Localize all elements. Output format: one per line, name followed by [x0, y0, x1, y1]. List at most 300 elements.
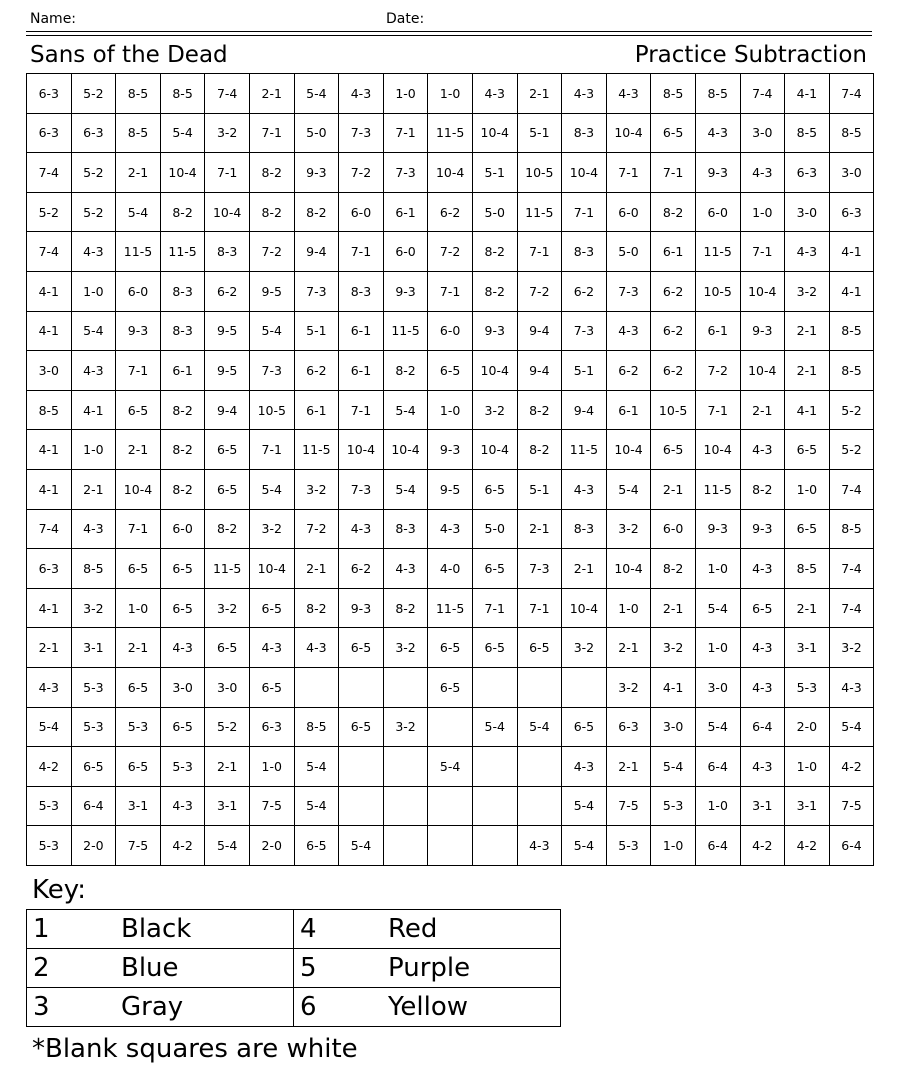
- grid-row: [27, 74, 874, 114]
- grid-cell: 10-5: [517, 153, 562, 193]
- grid-cell: 9-5: [205, 311, 250, 351]
- grid-cell: 7-2: [695, 351, 740, 391]
- grid-row: [27, 509, 874, 549]
- grid-cell: 6-0: [651, 509, 696, 549]
- grid-cell: [428, 707, 473, 747]
- grid-cell: 9-3: [294, 153, 339, 193]
- grid-cell: 5-4: [160, 113, 205, 153]
- grid-cell: 6-1: [606, 390, 651, 430]
- key-entry: [294, 910, 561, 949]
- grid-cell: 9-4: [517, 311, 562, 351]
- grid-cell: 8-2: [517, 430, 562, 470]
- grid-cell: 7-1: [695, 390, 740, 430]
- grid-cell: 8-2: [472, 271, 517, 311]
- grid-cell: 4-3: [160, 628, 205, 668]
- grid-cell: 2-1: [249, 74, 294, 114]
- grid-cell: 6-5: [428, 667, 473, 707]
- key-entry: [294, 988, 561, 1027]
- grid-cell: 4-3: [472, 74, 517, 114]
- grid-cell: 8-3: [562, 113, 607, 153]
- grid-cell: 5-3: [606, 826, 651, 866]
- grid-cell: [383, 786, 428, 826]
- grid-cell: 4-3: [71, 232, 116, 272]
- key-entry: [27, 910, 294, 949]
- grid-cell: 10-4: [249, 549, 294, 589]
- grid-cell: 6-5: [160, 549, 205, 589]
- grid-cell: 4-3: [562, 74, 607, 114]
- grid-cell: 6-5: [205, 469, 250, 509]
- grid-cell: 2-1: [27, 628, 72, 668]
- grid-row: [27, 628, 874, 668]
- grid-cell: 2-1: [785, 351, 830, 391]
- grid-cell: 2-1: [785, 311, 830, 351]
- grid-cell: [562, 667, 607, 707]
- grid-cell: 6-1: [160, 351, 205, 391]
- grid-cell: 5-4: [71, 311, 116, 351]
- grid-cell: 6-5: [160, 588, 205, 628]
- grid-cell: 4-3: [695, 113, 740, 153]
- grid-cell: 5-4: [205, 826, 250, 866]
- grid-cell: 9-4: [205, 390, 250, 430]
- key-number: 3: [33, 992, 50, 1022]
- grid-cell: 6-1: [383, 192, 428, 232]
- grid-cell: 1-0: [116, 588, 161, 628]
- grid-row: [27, 113, 874, 153]
- grid-cell: 1-0: [606, 588, 651, 628]
- grid-cell: 4-1: [27, 469, 72, 509]
- key-entry: [294, 949, 561, 988]
- grid-cell: 7-5: [249, 786, 294, 826]
- grid-cell: 4-3: [339, 74, 384, 114]
- grid-cell: 6-5: [651, 430, 696, 470]
- grid-cell: 8-2: [160, 192, 205, 232]
- grid-cell: [383, 747, 428, 787]
- grid-cell: 3-2: [205, 113, 250, 153]
- grid-cell: 7-3: [294, 271, 339, 311]
- grid-cell: 6-2: [606, 351, 651, 391]
- grid-cell: 5-1: [472, 153, 517, 193]
- grid-cell: 4-3: [71, 509, 116, 549]
- worksheet-subtitle: Practice Subtraction: [634, 42, 867, 68]
- grid-cell: 8-5: [116, 74, 161, 114]
- grid-cell: 7-1: [517, 588, 562, 628]
- grid-cell: [339, 747, 384, 787]
- grid-cell: 5-4: [695, 707, 740, 747]
- grid-cell: 7-2: [428, 232, 473, 272]
- grid-cell: 9-5: [205, 351, 250, 391]
- grid-cell: 6-2: [651, 351, 696, 391]
- grid-cell: 8-5: [695, 74, 740, 114]
- grid-cell: 6-5: [472, 628, 517, 668]
- grid-cell: 1-0: [249, 747, 294, 787]
- grid-cell: 10-4: [339, 430, 384, 470]
- grid-cell: 6-2: [205, 271, 250, 311]
- grid-cell: 7-4: [829, 469, 874, 509]
- grid-row: [27, 430, 874, 470]
- grid-cell: 6-3: [71, 113, 116, 153]
- grid-cell: 7-4: [829, 549, 874, 589]
- grid-cell: 9-3: [695, 509, 740, 549]
- grid-cell: 9-3: [339, 588, 384, 628]
- key-color: Red: [388, 914, 438, 944]
- grid-cell: 5-1: [294, 311, 339, 351]
- grid-cell: 5-2: [205, 707, 250, 747]
- grid-cell: 9-4: [562, 390, 607, 430]
- grid-cell: 6-5: [116, 390, 161, 430]
- grid-cell: 6-0: [428, 311, 473, 351]
- grid-cell: 6-5: [785, 430, 830, 470]
- grid-cell: 2-1: [517, 74, 562, 114]
- grid-cell: 1-0: [71, 271, 116, 311]
- grid-cell: 4-3: [785, 232, 830, 272]
- grid-cell: 8-5: [160, 74, 205, 114]
- grid-cell: 6-5: [116, 667, 161, 707]
- grid-cell: 3-2: [829, 628, 874, 668]
- grid-cell: 8-3: [562, 232, 607, 272]
- key-number: 6: [300, 992, 317, 1022]
- grid-cell: 5-3: [71, 707, 116, 747]
- grid-cell: 3-2: [383, 628, 428, 668]
- grid-cell: 7-1: [249, 113, 294, 153]
- grid-cell: 11-5: [294, 430, 339, 470]
- grid-cell: 7-3: [339, 469, 384, 509]
- grid-cell: 11-5: [383, 311, 428, 351]
- key-number: 1: [33, 914, 50, 944]
- grid-row: [27, 826, 874, 866]
- grid-cell: 7-4: [205, 74, 250, 114]
- grid-cell: 5-3: [651, 786, 696, 826]
- grid-cell: 1-0: [428, 74, 473, 114]
- grid-cell: 2-1: [562, 549, 607, 589]
- grid-cell: 8-2: [249, 153, 294, 193]
- grid-cell: 6-5: [428, 351, 473, 391]
- grid-cell: 7-4: [27, 232, 72, 272]
- grid-cell: 5-1: [562, 351, 607, 391]
- grid-cell: 7-5: [116, 826, 161, 866]
- grid-cell: 8-2: [294, 588, 339, 628]
- grid-cell: 6-5: [71, 747, 116, 787]
- grid-cell: 4-3: [740, 153, 785, 193]
- grid-row: [27, 351, 874, 391]
- grid-cell: 3-2: [785, 271, 830, 311]
- grid-cell: 9-4: [517, 351, 562, 391]
- grid-cell: 5-0: [606, 232, 651, 272]
- grid-cell: 5-3: [27, 826, 72, 866]
- grid-cell: 8-2: [651, 192, 696, 232]
- grid-cell: 3-0: [785, 192, 830, 232]
- grid-cell: 6-5: [116, 747, 161, 787]
- grid-cell: 4-0: [428, 549, 473, 589]
- grid-cell: 8-5: [829, 351, 874, 391]
- grid-cell: 8-2: [160, 430, 205, 470]
- grid-cell: 4-3: [339, 509, 384, 549]
- grid-cell: 7-4: [829, 588, 874, 628]
- grid-cell: 1-0: [785, 747, 830, 787]
- grid-cell: 4-3: [517, 826, 562, 866]
- grid-row: [27, 192, 874, 232]
- grid-cell: [383, 667, 428, 707]
- grid-cell: 5-4: [829, 707, 874, 747]
- subtraction-grid: [26, 73, 874, 866]
- grid-cell: 5-3: [116, 707, 161, 747]
- grid-cell: 6-2: [428, 192, 473, 232]
- grid-cell: 4-1: [27, 430, 72, 470]
- grid-cell: 8-3: [205, 232, 250, 272]
- grid-cell: [428, 826, 473, 866]
- grid-cell: 10-4: [472, 430, 517, 470]
- grid-cell: 10-4: [695, 430, 740, 470]
- grid-cell: 8-5: [829, 509, 874, 549]
- grid-cell: 5-4: [695, 588, 740, 628]
- grid-cell: 11-5: [562, 430, 607, 470]
- grid-cell: 10-4: [606, 113, 651, 153]
- grid-cell: 6-0: [116, 271, 161, 311]
- grid-cell: 6-1: [651, 232, 696, 272]
- grid-cell: 5-0: [472, 509, 517, 549]
- grid-cell: 3-0: [651, 707, 696, 747]
- key-entry: [27, 949, 294, 988]
- grid-cell: 6-1: [339, 351, 384, 391]
- grid-cell: 5-4: [517, 707, 562, 747]
- grid-cell: 5-1: [517, 113, 562, 153]
- grid-cell: 10-4: [428, 153, 473, 193]
- grid-row: [27, 667, 874, 707]
- key-title: Key:: [32, 875, 87, 905]
- header-rule-bottom: [26, 35, 872, 36]
- grid-cell: 1-0: [71, 430, 116, 470]
- key-color: Blue: [121, 953, 179, 983]
- grid-cell: 7-4: [829, 74, 874, 114]
- grid-cell: 8-3: [339, 271, 384, 311]
- grid-cell: 3-2: [606, 509, 651, 549]
- grid-cell: 6-0: [339, 192, 384, 232]
- grid-cell: 7-1: [339, 232, 384, 272]
- grid-cell: 10-4: [472, 351, 517, 391]
- grid-cell: 3-2: [472, 390, 517, 430]
- grid-cell: 10-4: [562, 153, 607, 193]
- grid-cell: 4-2: [160, 826, 205, 866]
- grid-cell: 3-1: [785, 628, 830, 668]
- grid-cell: 5-2: [829, 390, 874, 430]
- grid-cell: 6-5: [205, 628, 250, 668]
- grid-cell: 4-3: [294, 628, 339, 668]
- grid-cell: 3-1: [116, 786, 161, 826]
- grid-cell: 4-3: [606, 74, 651, 114]
- grid-cell: 6-5: [651, 113, 696, 153]
- grid-cell: 4-3: [383, 549, 428, 589]
- grid-cell: 7-4: [27, 509, 72, 549]
- grid-cell: 2-1: [517, 509, 562, 549]
- grid-cell: 8-5: [651, 74, 696, 114]
- grid-cell: 9-5: [249, 271, 294, 311]
- grid-cell: 6-4: [740, 707, 785, 747]
- grid-cell: 4-3: [27, 667, 72, 707]
- grid-cell: 6-1: [339, 311, 384, 351]
- grid-cell: 6-2: [294, 351, 339, 391]
- grid-row: [27, 232, 874, 272]
- grid-cell: 9-3: [740, 509, 785, 549]
- grid-cell: 3-0: [27, 351, 72, 391]
- grid-cell: 9-3: [428, 430, 473, 470]
- grid-cell: 8-2: [651, 549, 696, 589]
- grid-cell: 7-1: [249, 430, 294, 470]
- grid-cell: 6-3: [829, 192, 874, 232]
- grid-cell: 8-2: [205, 509, 250, 549]
- grid-cell: 8-5: [71, 549, 116, 589]
- grid-cell: 2-1: [785, 588, 830, 628]
- grid-cell: 10-4: [740, 271, 785, 311]
- date-label: Date:: [386, 11, 425, 27]
- grid-cell: 5-4: [294, 747, 339, 787]
- grid-cell: 10-4: [205, 192, 250, 232]
- grid-cell: [472, 826, 517, 866]
- grid-cell: 5-4: [383, 469, 428, 509]
- grid-cell: 4-2: [785, 826, 830, 866]
- grid-cell: 3-2: [294, 469, 339, 509]
- grid-cell: 5-4: [383, 390, 428, 430]
- key-row: [27, 949, 561, 988]
- grid-cell: 6-5: [160, 707, 205, 747]
- grid-cell: 3-1: [71, 628, 116, 668]
- key-entry: [27, 988, 294, 1027]
- grid-cell: 5-4: [249, 311, 294, 351]
- grid-cell: 4-1: [651, 667, 696, 707]
- grid-cell: 7-1: [606, 153, 651, 193]
- grid-cell: 10-4: [472, 113, 517, 153]
- grid-row: [27, 153, 874, 193]
- grid-cell: 4-3: [71, 351, 116, 391]
- grid-cell: 6-0: [606, 192, 651, 232]
- grid-cell: 11-5: [116, 232, 161, 272]
- grid-cell: 11-5: [205, 549, 250, 589]
- grid-cell: 8-5: [785, 549, 830, 589]
- grid-cell: 4-2: [829, 747, 874, 787]
- grid-cell: [472, 667, 517, 707]
- grid-cell: 11-5: [695, 232, 740, 272]
- grid-cell: 3-1: [205, 786, 250, 826]
- grid-cell: 7-1: [562, 192, 607, 232]
- grid-cell: 11-5: [428, 113, 473, 153]
- grid-cell: 4-3: [829, 667, 874, 707]
- grid-cell: 3-0: [740, 113, 785, 153]
- grid-cell: 1-0: [740, 192, 785, 232]
- grid-cell: 5-0: [294, 113, 339, 153]
- grid-cell: 8-2: [294, 192, 339, 232]
- key-number: 5: [300, 953, 317, 983]
- grid-cell: 6-3: [27, 113, 72, 153]
- grid-cell: 8-3: [160, 271, 205, 311]
- grid-cell: 5-3: [27, 786, 72, 826]
- grid-cell: 7-1: [383, 113, 428, 153]
- grid-cell: 6-4: [829, 826, 874, 866]
- grid-row: [27, 271, 874, 311]
- grid-cell: 10-4: [740, 351, 785, 391]
- grid-cell: 6-5: [249, 588, 294, 628]
- grid-cell: 4-3: [606, 311, 651, 351]
- grid-cell: 6-3: [27, 74, 72, 114]
- grid-cell: [472, 747, 517, 787]
- grid-cell: 1-0: [695, 549, 740, 589]
- grid-cell: 11-5: [517, 192, 562, 232]
- grid-cell: 8-5: [785, 113, 830, 153]
- grid-cell: 7-1: [651, 153, 696, 193]
- grid-cell: [339, 667, 384, 707]
- grid-cell: 7-1: [740, 232, 785, 272]
- grid-cell: 7-1: [428, 271, 473, 311]
- grid-cell: 8-2: [160, 390, 205, 430]
- grid-cell: 8-2: [383, 351, 428, 391]
- grid-cell: 4-2: [740, 826, 785, 866]
- grid-cell: 3-2: [562, 628, 607, 668]
- grid-cell: 7-1: [116, 351, 161, 391]
- grid-cell: 6-2: [339, 549, 384, 589]
- grid-cell: 1-0: [785, 469, 830, 509]
- grid-cell: 6-5: [472, 549, 517, 589]
- grid-cell: 7-2: [249, 232, 294, 272]
- grid-cell: 6-3: [249, 707, 294, 747]
- grid-cell: 6-5: [249, 667, 294, 707]
- grid-cell: 5-4: [428, 747, 473, 787]
- grid-cell: 10-5: [249, 390, 294, 430]
- grid-cell: 8-2: [249, 192, 294, 232]
- grid-cell: [339, 786, 384, 826]
- grid-cell: 8-5: [27, 390, 72, 430]
- grid-cell: 4-1: [27, 271, 72, 311]
- grid-cell: 10-4: [383, 430, 428, 470]
- grid-cell: 4-3: [740, 628, 785, 668]
- grid-cell: 8-2: [517, 390, 562, 430]
- key-color: Black: [121, 914, 192, 944]
- grid-cell: 5-0: [472, 192, 517, 232]
- grid-cell: 6-4: [695, 747, 740, 787]
- grid-cell: 5-4: [562, 786, 607, 826]
- grid-cell: 2-1: [740, 390, 785, 430]
- grid-cell: 6-5: [294, 826, 339, 866]
- grid-cell: 6-4: [71, 786, 116, 826]
- grid-cell: [472, 786, 517, 826]
- grid-row: [27, 311, 874, 351]
- grid-cell: 9-3: [695, 153, 740, 193]
- grid-cell: 4-3: [740, 430, 785, 470]
- grid-cell: 7-1: [472, 588, 517, 628]
- key-number: 2: [33, 953, 50, 983]
- grid-cell: 6-5: [740, 588, 785, 628]
- grid-cell: 7-1: [517, 232, 562, 272]
- grid-cell: 8-5: [829, 311, 874, 351]
- grid-cell: 3-2: [651, 628, 696, 668]
- grid-cell: 7-3: [249, 351, 294, 391]
- grid-cell: 2-1: [71, 469, 116, 509]
- header-rule-top: [26, 31, 872, 32]
- grid-cell: 3-0: [205, 667, 250, 707]
- grid-cell: 10-5: [695, 271, 740, 311]
- grid-cell: 3-1: [785, 786, 830, 826]
- grid-cell: 7-3: [606, 271, 651, 311]
- grid-cell: 6-0: [695, 192, 740, 232]
- grid-row: [27, 707, 874, 747]
- grid-cell: 3-0: [829, 153, 874, 193]
- grid-cell: 8-5: [829, 113, 874, 153]
- blank-squares-note: *Blank squares are white: [32, 1034, 358, 1064]
- grid-row: [27, 786, 874, 826]
- grid-cell: 6-2: [562, 271, 607, 311]
- grid-cell: 6-5: [785, 509, 830, 549]
- grid-cell: 2-1: [205, 747, 250, 787]
- grid-row: [27, 588, 874, 628]
- grid-cell: 8-5: [294, 707, 339, 747]
- grid-cell: 4-3: [428, 509, 473, 549]
- key-number: 4: [300, 914, 317, 944]
